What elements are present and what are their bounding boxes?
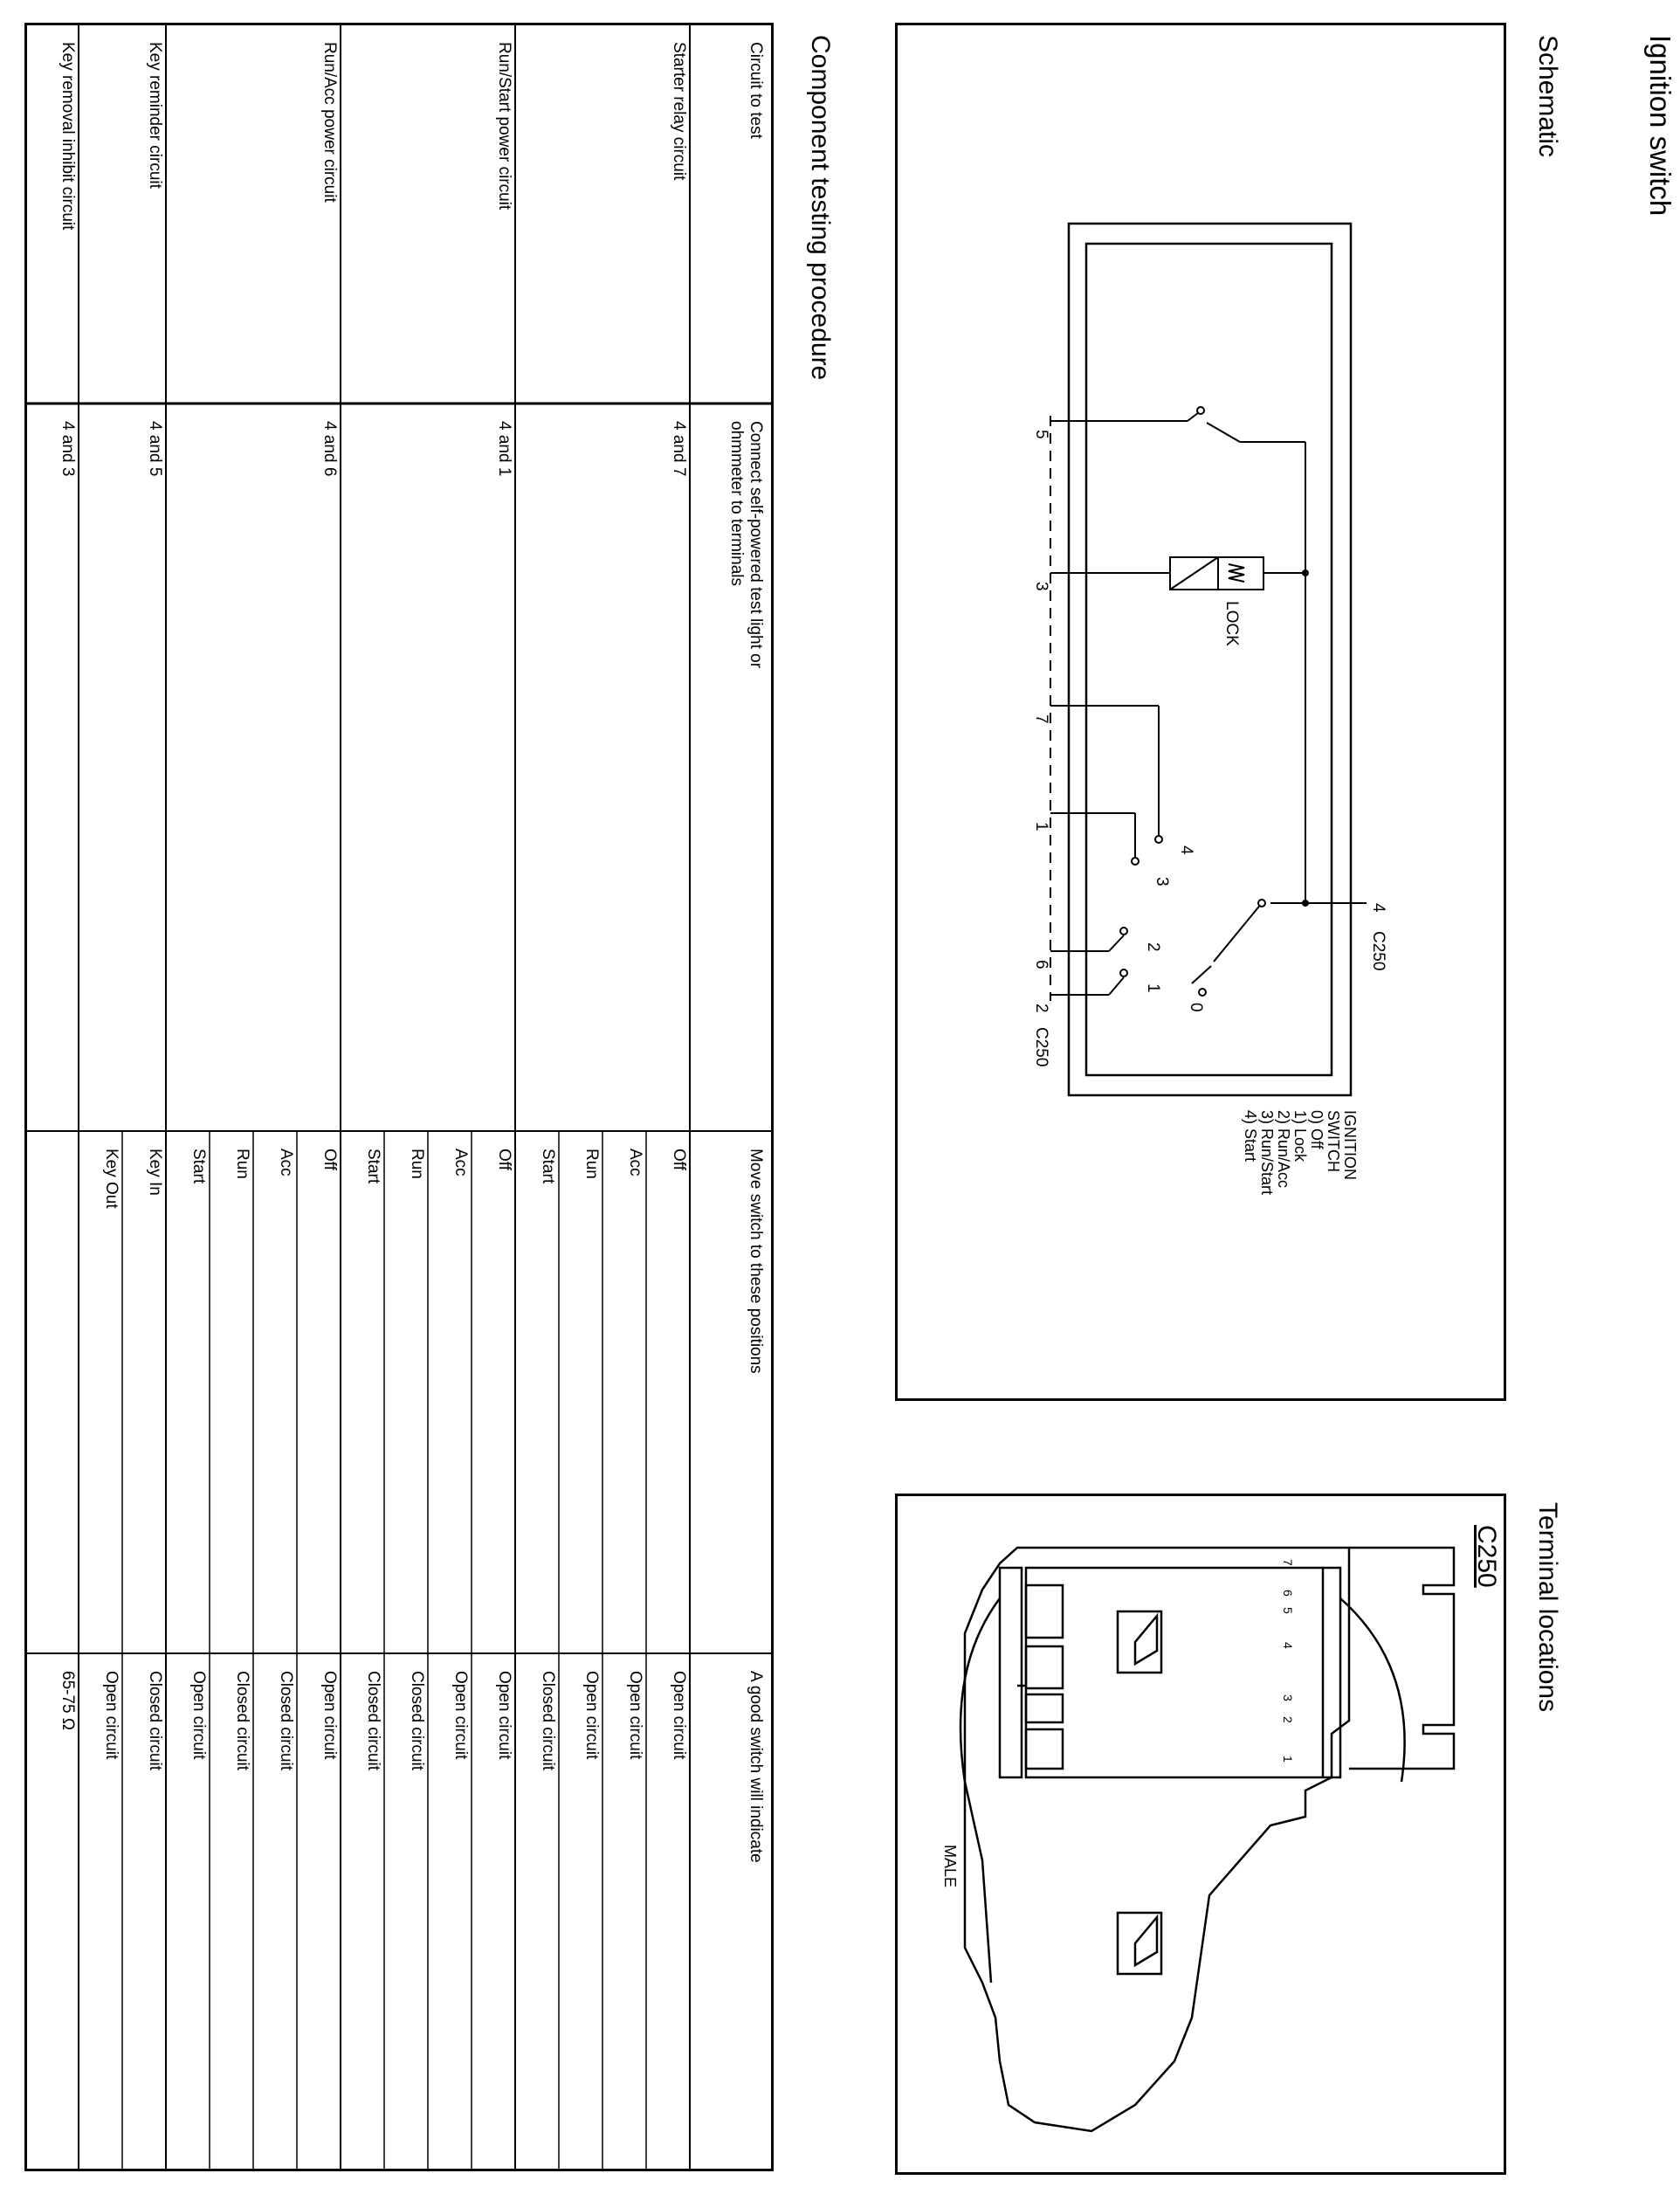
result-label: Open circuit [582,1671,601,1760]
connector-label: C250 [1032,1027,1050,1067]
result-label: Closed circuit [277,1671,295,1771]
pin-label: 2 [1281,1716,1295,1723]
pin-label: 7 [1281,1559,1295,1566]
legend-line: SWITCH [1325,1110,1342,1172]
circuit-label: Key removal inhibit circuit [59,42,77,231]
legend-line: IGNITION [1341,1110,1359,1180]
result-label: 65-75 Ω [59,1671,77,1731]
result-label: Open circuit [102,1671,120,1760]
pin-label: 4 [1281,1642,1295,1649]
position-label: Off [495,1149,513,1170]
terminals-label: 4 and 7 [670,421,688,477]
result-label: Open circuit [495,1671,513,1760]
pin-label: 6 [1281,1590,1295,1597]
column-header: Circuit to test [747,42,765,139]
position-label: Run [408,1149,426,1179]
result-label: Open circuit [670,1671,688,1760]
result-label: Open circuit [626,1671,644,1760]
position-label: Start [189,1149,208,1184]
terminal-locations-heading: Terminal locations [1533,1502,1562,1713]
terminals-label: 4 and 1 [495,421,513,477]
result-label: Open circuit [451,1671,470,1760]
terminals-label: 4 and 5 [146,421,164,477]
page-title: Ignition switch [1644,35,1677,217]
result-label: Closed circuit [146,1671,164,1771]
position-3-label: 3 [1153,877,1171,887]
pin-label: 1 [1281,1756,1295,1763]
position-label: Acc [626,1149,644,1176]
result-label: Closed circuit [408,1671,426,1771]
position-label: Acc [451,1149,470,1176]
terminal-label: 6 [1032,960,1050,969]
column-header: Move switch to these positions [747,1149,765,1374]
legend-line: 0) Off [1308,1110,1325,1149]
result-label: Closed circuit [233,1671,251,1771]
position-label: Off [320,1149,339,1170]
position-label: Acc [277,1149,295,1176]
position-2-label: 2 [1144,942,1162,952]
connector-top-label: 4 [1369,903,1387,913]
position-label: Key In [146,1149,164,1196]
schematic-heading: Schematic [1533,35,1562,158]
column-header: ohmmeter to terminals [727,421,746,587]
position-label: Key Out [102,1149,120,1209]
terminals-label: 4 and 6 [320,421,339,477]
circuit-label: Run/Acc power circuit [320,42,339,203]
position-4-label: 4 [1177,845,1195,855]
result-label: Closed circuit [539,1671,557,1771]
legend-line: 2) Run/Acc [1275,1110,1292,1189]
position-label: Run [582,1149,601,1179]
position-label: Start [364,1149,382,1184]
legend-line: 1) Lock [1291,1110,1309,1163]
column-header: Connect self-powered test light or [747,421,765,669]
position-label: Run [233,1149,251,1179]
result-label: Closed circuit [364,1671,382,1771]
connector-name: C250 [1472,1525,1501,1588]
connector-label-top: C250 [1369,931,1387,971]
terminal-label: 5 [1032,430,1050,439]
result-label: Open circuit [189,1671,208,1760]
terminal-label: 2 [1032,1004,1050,1013]
legend-line: 4) Start [1242,1110,1259,1163]
male-label: MALE [941,1845,959,1888]
terminal-label: 3 [1032,582,1050,591]
pin-label: 5 [1281,1607,1295,1614]
terminal-label: 1 [1032,822,1050,831]
circuit-label: Run/Start power circuit [495,42,513,210]
position-label: Off [670,1149,688,1170]
circuit-label: Key reminder circuit [146,42,164,189]
position-1-label: 1 [1144,983,1162,993]
lock-label: LOCK [1222,601,1241,646]
column-header: A good switch will indicate [747,1671,765,1863]
testing-heading: Component testing procedure [806,35,835,381]
circuit-label: Starter relay circuit [670,42,688,181]
position-label: Start [539,1149,557,1184]
pin-label: 3 [1281,1694,1295,1701]
terminal-label: 7 [1032,714,1050,724]
result-label: Open circuit [320,1671,339,1760]
position-0-label: 0 [1187,1003,1205,1012]
terminals-label: 4 and 3 [59,421,77,477]
legend-line: 3) Run/Start [1258,1110,1276,1196]
